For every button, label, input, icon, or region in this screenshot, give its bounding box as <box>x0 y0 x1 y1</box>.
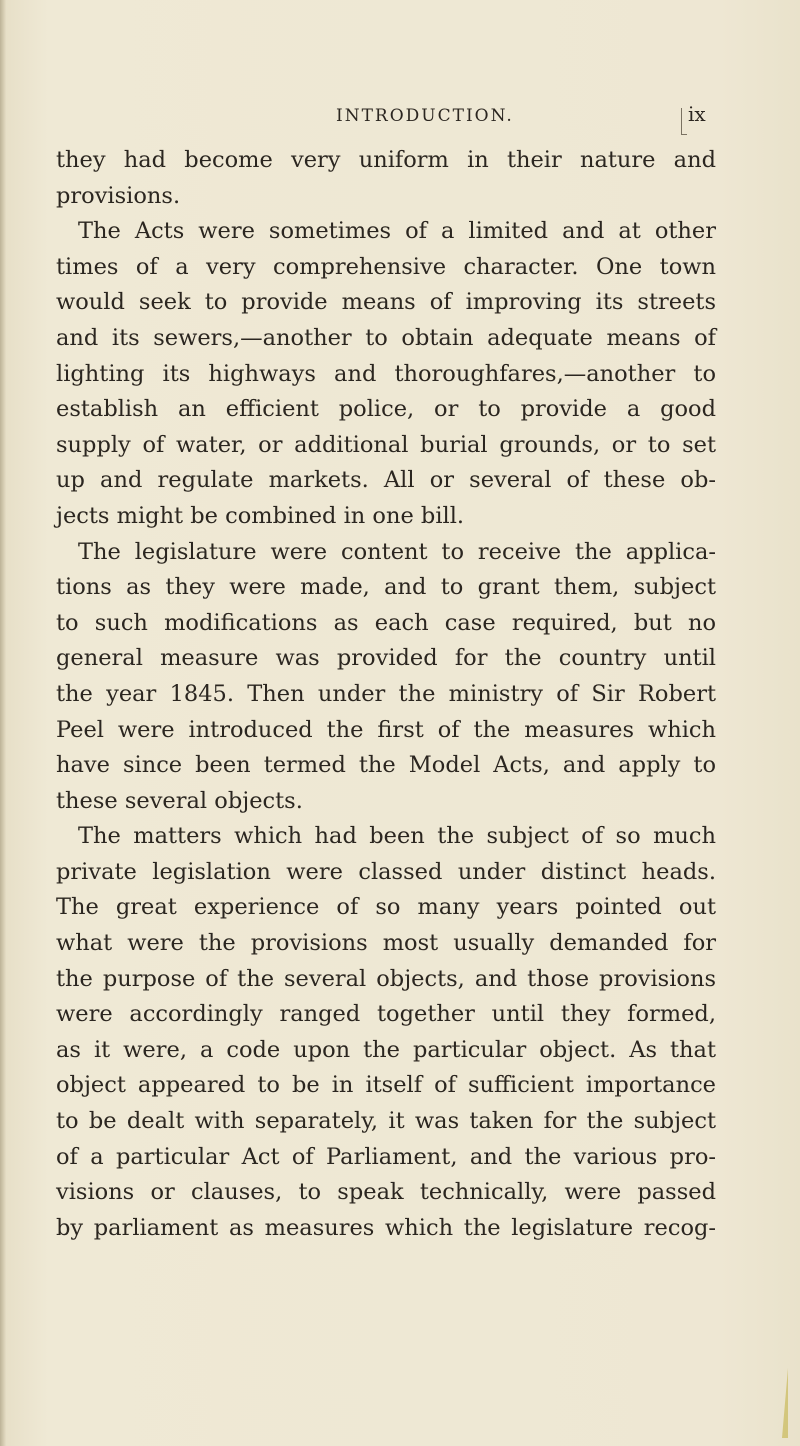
text-line: The legislature were content to receive the applica- <box>78 538 716 565</box>
text-line: Peel were introduced the first of the measures which <box>56 716 716 743</box>
text-line: The matters which had been the subject of so much <box>78 823 716 850</box>
text-line: up and regulate markets. All or several of these ob- <box>56 467 716 494</box>
text-line: as it were, a code upon the particular object. As that <box>56 1036 716 1063</box>
text-line: the year 1845. Then under the ministry of Sir Robert <box>56 680 716 707</box>
text-line: lighting its highways and thoroughfares,—another to <box>56 360 716 387</box>
text-line: visions or clauses, to speak technically, were passed <box>56 1179 716 1206</box>
text-line: provisions. <box>56 182 181 209</box>
text-line: The Acts were sometimes of a limited and at other <box>78 218 716 245</box>
text-line: general measure was provided for the country until <box>56 645 716 672</box>
text-line: these several objects. <box>56 787 303 814</box>
text-line: The great experience of so many years pointed out <box>56 894 716 921</box>
text-line: what were the provisions most usually demanded for <box>56 930 716 957</box>
text-line: object appeared to be in itself of sufficient importance <box>56 1072 716 1099</box>
text-line: to be dealt with separately, it was taken for the subject <box>56 1108 716 1135</box>
text-line: have since been termed the Model Acts, and apply to <box>56 752 716 779</box>
body-text <box>56 143 716 1246</box>
text-line: they had become very uniform in their nature and <box>56 147 716 173</box>
page-header <box>0 92 800 132</box>
page-number: ix <box>688 102 706 126</box>
page-number-bracket <box>681 108 687 135</box>
text-line: establish an efficient police, or to provide a good <box>56 396 716 423</box>
text-line: to such modifications as each case required, but no <box>56 609 716 636</box>
text-line: times of a very comprehensive character. One town <box>56 253 716 280</box>
text-line: and its sewers,—another to obtain adequate means of <box>56 324 716 351</box>
running-head: INTRODUCTION. <box>336 106 514 126</box>
page-corner-mark <box>782 1368 788 1438</box>
text-line: private legislation were classed under distinct heads. <box>56 858 716 885</box>
text-line: of a particular Act of Parliament, and the various pro- <box>56 1143 716 1170</box>
text-line: supply of water, or additional burial grounds, or to set <box>56 431 716 458</box>
page-binding-shadow <box>0 0 6 1446</box>
text-line: tions as they were made, and to grant them, subject <box>56 574 716 601</box>
text-line: jects might be combined in one bill. <box>56 502 465 529</box>
text-line: were accordingly ranged together until they formed, <box>56 1001 716 1028</box>
text-line: by parliament as measures which the legislature recog- <box>56 1214 716 1241</box>
text-line: would seek to provide means of improving its streets <box>56 289 716 316</box>
text-line: the purpose of the several objects, and those provisions <box>56 965 716 992</box>
